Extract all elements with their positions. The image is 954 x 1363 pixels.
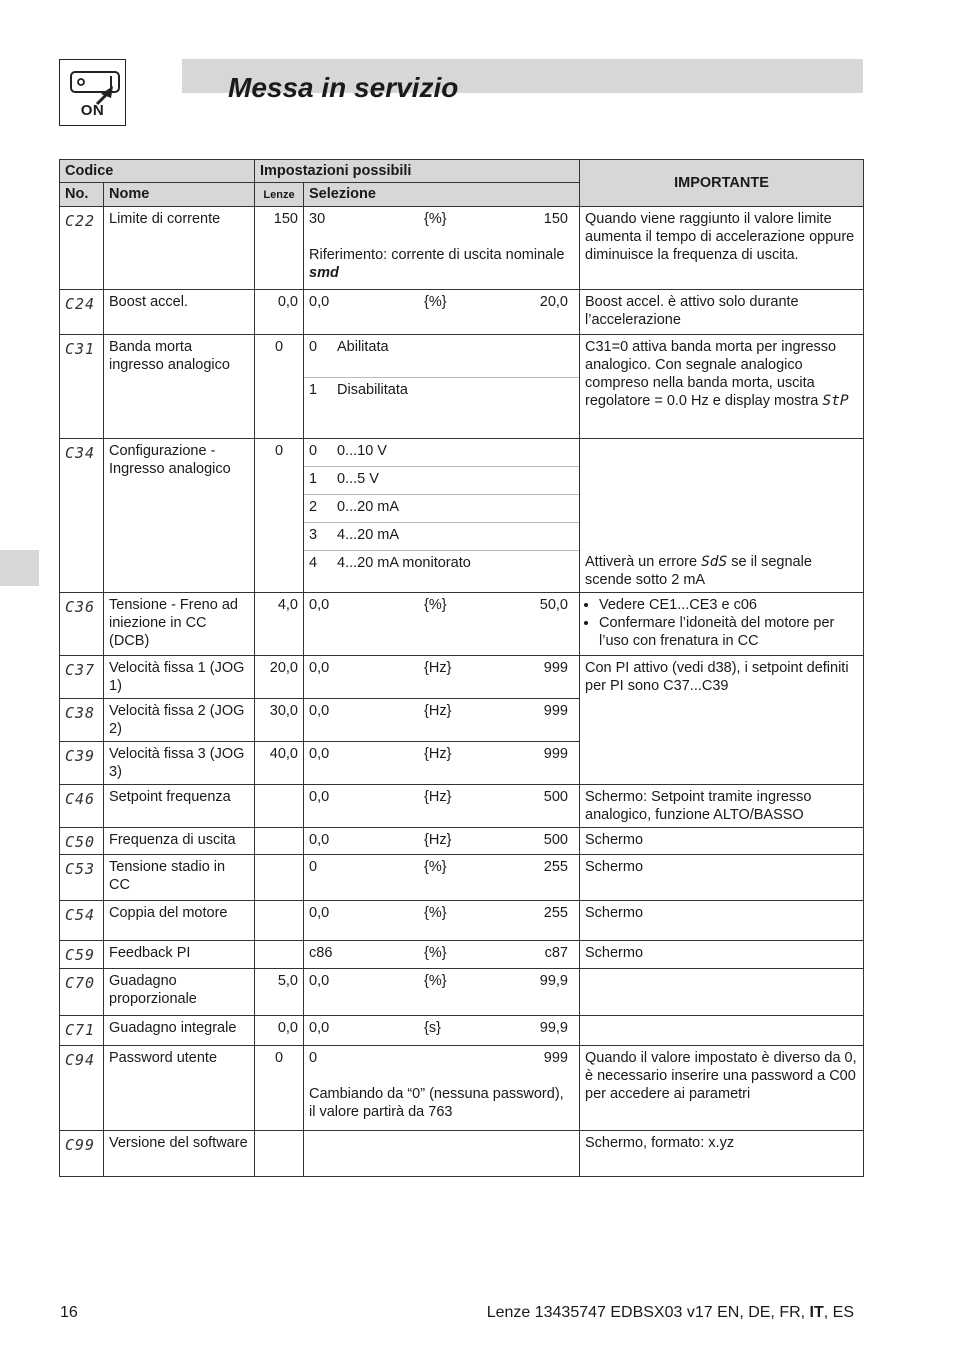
max-c71: 99,9 [539,1020,568,1036]
header-no: No. [60,183,104,207]
table-row-c54 [60,901,864,941]
name-c24: Boost accel. [104,290,255,335]
code-c31: C31 [60,335,104,439]
name-c38: Velocità fissa 2 (JOG 2) [104,699,255,742]
unit-c22: {%} [424,211,447,227]
max-c22: 150 [543,211,568,227]
lenze-c31: 0 [255,335,304,439]
lenze-c36: 4,0 [255,593,304,656]
unit-c46: {Hz} [424,789,452,805]
min-c36: 0,0 [309,597,330,613]
header-settings: Impostazioni possibili [255,160,580,183]
option-c31-1: 1 Disabilitata [309,382,408,398]
table-row-c36 [60,593,864,656]
parameter-table [59,159,864,1177]
table-row-c46 [60,785,864,828]
table-row-c70 [60,969,864,1016]
header-important: IMPORTANTE [580,160,864,207]
code-c39: C39 [60,742,104,785]
max-c50: 500 [543,832,568,848]
lenze-c99 [255,1131,304,1177]
code-c22: C22 [60,207,104,290]
lenze-c38: 30,0 [255,699,304,742]
code-c36: C36 [60,593,104,656]
note-c94: Quando il valore impostato è diverso da 0, è necessario inserire una password a C00 per accedere ai parametri [580,1046,864,1131]
note-c71 [580,1016,864,1046]
max-c54: 255 [543,905,568,921]
selection-note-c22: Riferimento: corrente di uscita nominale smd [309,247,565,281]
lenze-c71: 0,0 [255,1016,304,1046]
unit-c39: {Hz} [424,746,452,762]
code-c94: C94 [60,1046,104,1131]
note-c37-c39: Con PI attivo (vedi d38), i setpoint definiti per PI sono C37...C39 [580,656,864,785]
note-c54: Schermo [580,901,864,941]
code-c37: C37 [60,656,104,699]
min-c50: 0,0 [309,832,330,848]
unit-c50: {Hz} [424,832,452,848]
name-c50: Frequenza di uscita [104,828,255,855]
name-c36: Tensione - Freno ad iniezione in CC (DCB) [104,593,255,656]
table-row-c31 [60,335,864,439]
unit-c38: {Hz} [424,703,452,719]
current-language: IT [809,1304,824,1321]
lenze-c94: 0 [255,1046,304,1131]
page-number: 16 [60,1304,78,1321]
max-c70: 99,9 [539,973,568,989]
option-c34-4: 4 4...20 mA monitorato [309,555,471,571]
min-c59: c86 [309,945,333,961]
min-c39: 0,0 [309,746,330,762]
min-c37: 0,0 [309,660,330,676]
display-stp: StP [822,393,849,409]
min-c54: 0,0 [309,905,330,921]
name-c94: Password utente [104,1046,255,1131]
table-row-c59 [60,941,864,969]
lenze-c46 [255,785,304,828]
max-c36: 50,0 [539,597,568,613]
unit-c54: {%} [424,905,447,921]
max-c53: 255 [543,859,568,875]
name-c54: Coppia del motore [104,901,255,941]
min-c38: 0,0 [309,703,330,719]
table-row-c24 [60,290,864,335]
option-c31-0: 0 Abilitata [304,335,579,378]
max-c39: 999 [543,746,568,762]
on-switch-icon [59,59,126,126]
note-c34: Attiverà un errore SdS se il segnale scende sotto 2 mA [580,439,864,593]
name-c99: Versione del software [104,1131,255,1177]
lenze-c70: 5,0 [255,969,304,1016]
max-c38: 999 [543,703,568,719]
lenze-c59 [255,941,304,969]
lenze-c37: 20,0 [255,656,304,699]
lenze-c22: 150 [255,207,304,290]
code-c50: C50 [60,828,104,855]
min-c94: 0 [309,1050,318,1066]
min-c24: 0,0 [309,294,330,310]
selection-note-c94: Cambiando da “0” (nessuna password), il valore partirà da 763 [309,1086,564,1120]
header-lenze: Lenze [263,189,295,201]
code-c71: C71 [60,1016,104,1046]
option-c34-2: 2 0...20 mA [304,495,579,523]
name-c71: Guadagno integrale [104,1016,255,1046]
code-c34: C34 [60,439,104,593]
unit-c71: {s} [424,1020,441,1036]
option-c34-1: 1 0...5 V [304,467,579,495]
table-row-c22 [60,207,864,290]
code-c59: C59 [60,941,104,969]
code-c70: C70 [60,969,104,1016]
note-c99: Schermo, formato: x.yz [580,1131,864,1177]
unit-c59: {%} [424,945,447,961]
code-c54: C54 [60,901,104,941]
max-c46: 500 [543,789,568,805]
table-row-c37 [60,656,864,699]
on-label: ON [80,102,105,119]
min-c70: 0,0 [309,973,330,989]
code-c53: C53 [60,855,104,901]
lenze-c24: 0,0 [255,290,304,335]
note-c36-item-2: • Confermare l’idoneità del motore per l’uso con frenatura in CC [599,614,858,650]
unit-c37: {Hz} [424,660,452,676]
side-tab-marker [0,550,39,586]
display-sds: SdS [701,554,728,570]
code-c24: C24 [60,290,104,335]
note-c22: Quando viene raggiunto il valore limite aumenta il tempo di accelerazione oppure diminuisce la frequenza di uscita. [580,207,864,290]
table-row-c99 [60,1131,864,1177]
name-c59: Feedback PI [104,941,255,969]
table-row-c71 [60,1016,864,1046]
unit-c24: {%} [424,294,447,310]
lenze-c39: 40,0 [255,742,304,785]
lenze-c54 [255,901,304,941]
code-c38: C38 [60,699,104,742]
lenze-c50 [255,828,304,855]
document-reference: Lenze 13435747 EDBSX03 v17 EN, DE, FR, IT, ES [486,1304,854,1321]
page-title: Messa in servizio [228,72,459,103]
header-selection: Selezione [304,183,580,207]
min-c53: 0 [309,859,318,875]
table-row-c94 [60,1046,864,1131]
min-c71: 0,0 [309,1020,330,1036]
name-c46: Setpoint frequenza [104,785,255,828]
name-c39: Velocità fissa 3 (JOG 3) [104,742,255,785]
name-c34: Configurazione - Ingresso analogico [104,439,255,593]
option-c34-0: 0 0...10 V [304,439,579,467]
note-c46: Schermo: Setpoint tramite ingresso analogico, funzione ALTO/BASSO [580,785,864,828]
name-c22: Limite di corrente [104,207,255,290]
code-c99: C99 [60,1131,104,1177]
name-c70: Guadagno proporzionale [104,969,255,1016]
lenze-c53 [255,855,304,901]
code-c46: C46 [60,785,104,828]
min-c22: 30 [309,211,326,227]
note-c36-item-1: • Vedere CE1...CE3 e c06 [599,596,858,614]
max-c37: 999 [543,660,568,676]
selection-c99 [304,1131,580,1177]
note-c31: C31=0 attiva banda morta per ingresso analogico. Con segnale analogico compreso nella banda morta, uscita regolatore = 0.0 Hz e display mostra StP [580,335,864,439]
max-c94: 999 [543,1050,568,1066]
table-row-c53 [60,855,864,901]
header-code: Codice [60,160,255,183]
name-c53: Tensione stadio in CC [104,855,255,901]
min-c46: 0,0 [309,789,330,805]
note-c36 [580,593,864,656]
table-row-c34 [60,439,864,593]
table-row-c50 [60,828,864,855]
max-c59: c87 [544,945,568,961]
unit-c53: {%} [424,859,447,875]
note-c24: Boost accel. è attivo solo durante l’accelerazione [580,290,864,335]
note-c53: Schermo [580,855,864,901]
name-c31: Banda morta ingresso analogico [104,335,255,439]
max-c24: 20,0 [539,294,568,310]
note-c59: Schermo [580,941,864,969]
lenze-c34: 0 [255,439,304,593]
note-c50: Schermo [580,828,864,855]
unit-c70: {%} [424,973,447,989]
name-c37: Velocità fissa 1 (JOG 1) [104,656,255,699]
unit-c36: {%} [424,597,447,613]
note-c70 [580,969,864,1016]
header-name: Nome [104,183,255,207]
option-c34-3: 3 4...20 mA [304,523,579,551]
